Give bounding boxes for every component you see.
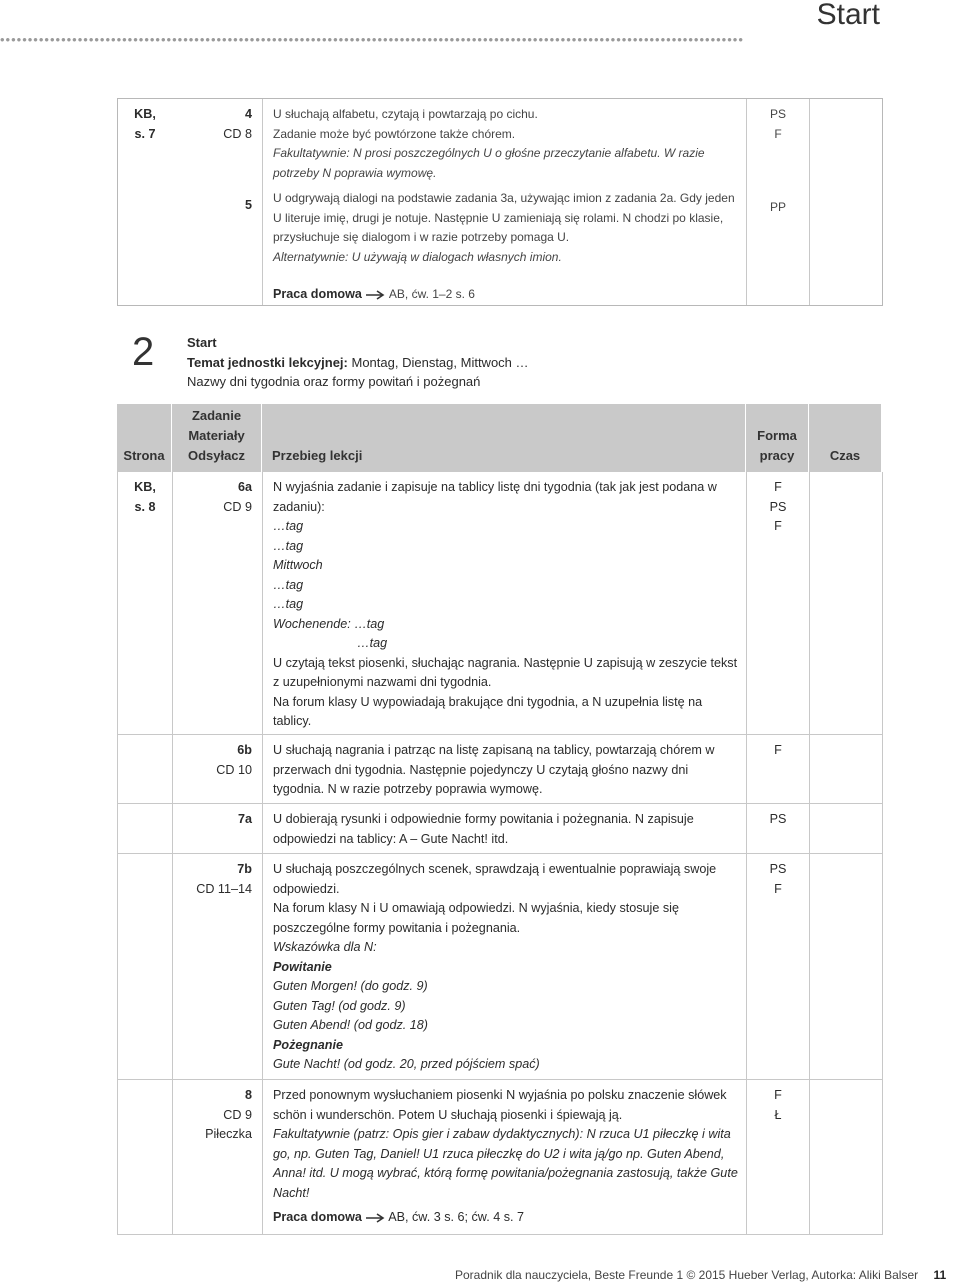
header-zadanie	[171, 404, 261, 472]
forma-cell	[746, 735, 809, 803]
lesson-table-2	[117, 472, 883, 1235]
lesson-description	[262, 735, 746, 803]
forma-value: PP	[769, 200, 786, 214]
table-row	[118, 804, 882, 854]
description-line: U czytają tekst piosenki, słuchając nagrania. Następnie U zapisują w zeszycie tekst z uzupełnionymi nazwami dni tygodnia.	[273, 655, 738, 689]
table-header	[117, 404, 881, 472]
task-cd: CD 11–14	[196, 881, 252, 896]
description-line: U odgrywają dialogi na podstawie zadania 3a, używając imion z zadania 2a. Gdy jeden U literuje imię, drugi je notuje. Następnie U zamieniają się rolami. N chodzi po klasie, przysłuchuje się dialogom i w razie potrzeby pomaga U.	[273, 191, 735, 244]
forma-value: PS	[769, 862, 787, 876]
homework-line	[262, 1206, 746, 1234]
description-line: Na forum klasy N i U omawiają odpowiedzi. N wyjaśnia, kiedy stosuje się poszczególne formy powitania i pożegnania.	[273, 901, 679, 935]
homework-line	[262, 285, 746, 305]
task-cell	[172, 99, 262, 285]
forma-value: PS	[769, 107, 786, 121]
forma-value: F	[774, 126, 782, 141]
header-przebieg: Przebieg lekcji	[261, 404, 745, 472]
lesson-description	[262, 804, 746, 853]
arrow-right-icon	[365, 1213, 385, 1223]
header-zadanie-line: Zadanie	[191, 408, 242, 423]
description-line: Fakultatywnie: N prosi poszczególnych U o głośne przeczytanie alfabetu. W razie potrzeby N poprawia wymowę.	[273, 146, 705, 180]
homework-label: Praca domowa	[273, 287, 362, 301]
task-cell	[172, 472, 262, 734]
section-title: Start	[187, 335, 217, 350]
task-number: 7a	[237, 812, 252, 826]
description-line: N wyjaśnia zadanie i zapisuje na tablicy listę dni tygodnia (tak jak jest podana w zadaniu):	[273, 480, 717, 514]
description-line: …tag	[357, 636, 388, 650]
lesson-description	[262, 1080, 746, 1206]
description-line: Powitanie	[273, 959, 332, 974]
table-row	[118, 1080, 882, 1206]
header-odsylacz-line: Odsyłacz	[187, 448, 246, 463]
homework-text: AB, ćw. 1–2 s. 6	[388, 287, 475, 301]
description-line: Mittwoch	[273, 558, 323, 572]
description-line: …tag	[273, 597, 304, 611]
footer-text: Poradnik dla nauczyciela, Beste Freunde 1 © 2015 Hueber Verlag, Autorka: Aliki Balser	[455, 1268, 919, 1282]
task-cd: CD 8	[223, 126, 252, 141]
header-czas: Czas	[808, 404, 881, 472]
lesson-topic	[187, 353, 529, 373]
forma-cell	[746, 1080, 809, 1206]
description-line: Alternatywnie: U używają w dialogach własnych imion.	[273, 249, 562, 264]
lesson-description	[262, 854, 746, 1079]
forma-value: PS	[769, 499, 787, 514]
task-number: 6b	[237, 743, 252, 757]
forma-cell	[746, 472, 809, 734]
czas-cell	[809, 472, 882, 734]
topic-text: Montag, Dienstag, Mittwoch …	[351, 354, 529, 370]
lesson-description	[262, 472, 746, 734]
description-line: U słuchają poszczególnych scenek, sprawdzają i ewentualnie poprawiają swoje odpowiedzi.	[273, 862, 717, 896]
forma-value: F	[774, 743, 782, 757]
task-number: 4	[244, 107, 252, 121]
page-footer	[455, 1268, 946, 1282]
strona-line: KB,	[134, 480, 156, 494]
task-cd: CD 9	[223, 499, 252, 514]
task-number: 5	[244, 198, 252, 212]
description-line: U słuchają nagrania i patrząc na listę zapisaną na tablicy, powtarzają chórem w przerwach dni tygodnia. Następnie pojedynczy U czytają głośno nazwy dni tygodnia. N w razie potrzeby poprawia wymowę.	[273, 743, 715, 796]
strona-cell	[118, 99, 172, 285]
forma-cell	[746, 804, 809, 853]
description-line: Przed ponownym wysłuchaniem piosenki N wyjaśnia po polsku znaczenie słówek schön i wunderschön. Potem U słuchają piosenki i śpiewają ją.	[273, 1088, 727, 1122]
description-line: Fakultatywnie (patrz: Opis gier i zabaw dydaktycznych): N rzuca U1 piłeczkę i wita go, np. Guten Tag, Daniel! U1 rzuca piłeczkę do U2 i wita ją/go np. Guten Abend, Anna! itd. U mogą wybrać, którą formę powitania/pożegnania zastosują, także Gute Nacht!	[273, 1127, 738, 1200]
strona-line: s. 7	[134, 126, 156, 141]
task-cell	[172, 854, 262, 1079]
task-number: 8	[244, 1088, 252, 1102]
task-number: 6a	[237, 480, 252, 494]
dotted-rule: ••••••••••••••••••••••••••••••••••••••••••••••••••••••••••••••••••••••••••••••••••••••••••••••••••••••••••••••••••••••••••••••••••••••	[0, 32, 744, 47]
description-line: Gute Nacht! (od godz. 20, przed pójściem spać)	[273, 1057, 540, 1071]
description-line: …tag	[273, 538, 304, 553]
forma-value: PS	[769, 812, 787, 826]
header-pracy-line: pracy	[759, 448, 795, 463]
header-forma-line: Forma	[757, 428, 797, 443]
task-cd: CD 10	[216, 762, 252, 777]
arrow-right-icon	[365, 290, 385, 300]
lesson-table-1	[117, 98, 883, 306]
strona-cell	[118, 472, 172, 734]
table-row	[118, 735, 882, 804]
header-forma	[745, 404, 808, 472]
lesson-description	[262, 99, 746, 285]
section-subtitle: Nazwy dni tygodnia oraz formy powitań i pożegnań	[187, 374, 481, 389]
homework-text: AB, ćw. 3 s. 6; ćw. 4 s. 7	[388, 1210, 524, 1224]
strona-line: KB,	[134, 107, 156, 121]
description-line: U słuchają alfabetu, czytają i powtarzają po cichu.	[273, 107, 538, 121]
description-line: Zadanie może być powtórzone także chórem.	[273, 126, 516, 141]
forma-value: F	[774, 881, 782, 896]
table-row	[118, 472, 882, 735]
forma-value: Ł	[774, 1107, 782, 1122]
table-row	[118, 854, 882, 1080]
czas-cell	[809, 99, 882, 285]
description-line: U dobierają rysunki i odpowiednie formy powitania i pożegnania. N zapisuje odpowiedzi na tablicy: A – Gute Nacht! itd.	[273, 812, 694, 846]
description-line: Na forum klasy U wypowiadają brakujące dni tygodnia, a N uzupełnia listę na tablicy.	[273, 694, 703, 728]
forma-cell	[746, 99, 809, 285]
homework-label: Praca domowa	[273, 1210, 362, 1224]
description-line: …tag	[273, 519, 304, 533]
section-number: 2	[132, 330, 155, 374]
page-number: 11	[933, 1268, 947, 1282]
page-title: Start	[816, 0, 880, 31]
description-line: Guten Tag! (od godz. 9)	[273, 998, 406, 1013]
description-line: Guten Morgen! (do godz. 9)	[273, 979, 428, 993]
strona-line: s. 8	[134, 499, 156, 514]
section-header	[187, 333, 529, 392]
header-materialy-line: Materiały	[188, 428, 245, 443]
description-line: …tag	[273, 577, 304, 592]
forma-value: F	[774, 1088, 782, 1102]
homework-row	[118, 1206, 882, 1234]
task-cell	[172, 804, 262, 853]
task-cell	[172, 735, 262, 803]
task-cell	[172, 1080, 262, 1206]
topic-label: Temat jednostki lekcyjnej:	[187, 354, 348, 370]
task-number: 7b	[237, 862, 252, 876]
description-line: Pożegnanie	[273, 1037, 343, 1052]
task-cd: CD 9	[223, 1107, 252, 1122]
header-strona: Strona	[123, 448, 165, 463]
description-line: Wochenende: …tag	[273, 616, 385, 631]
description-line: Guten Abend! (od godz. 18)	[273, 1018, 428, 1032]
forma-value: F	[774, 519, 782, 533]
task-material: Piłeczka	[205, 1127, 252, 1141]
description-line: Wskazówka dla N:	[273, 940, 377, 954]
forma-value: F	[774, 480, 782, 494]
forma-cell	[746, 854, 809, 1079]
